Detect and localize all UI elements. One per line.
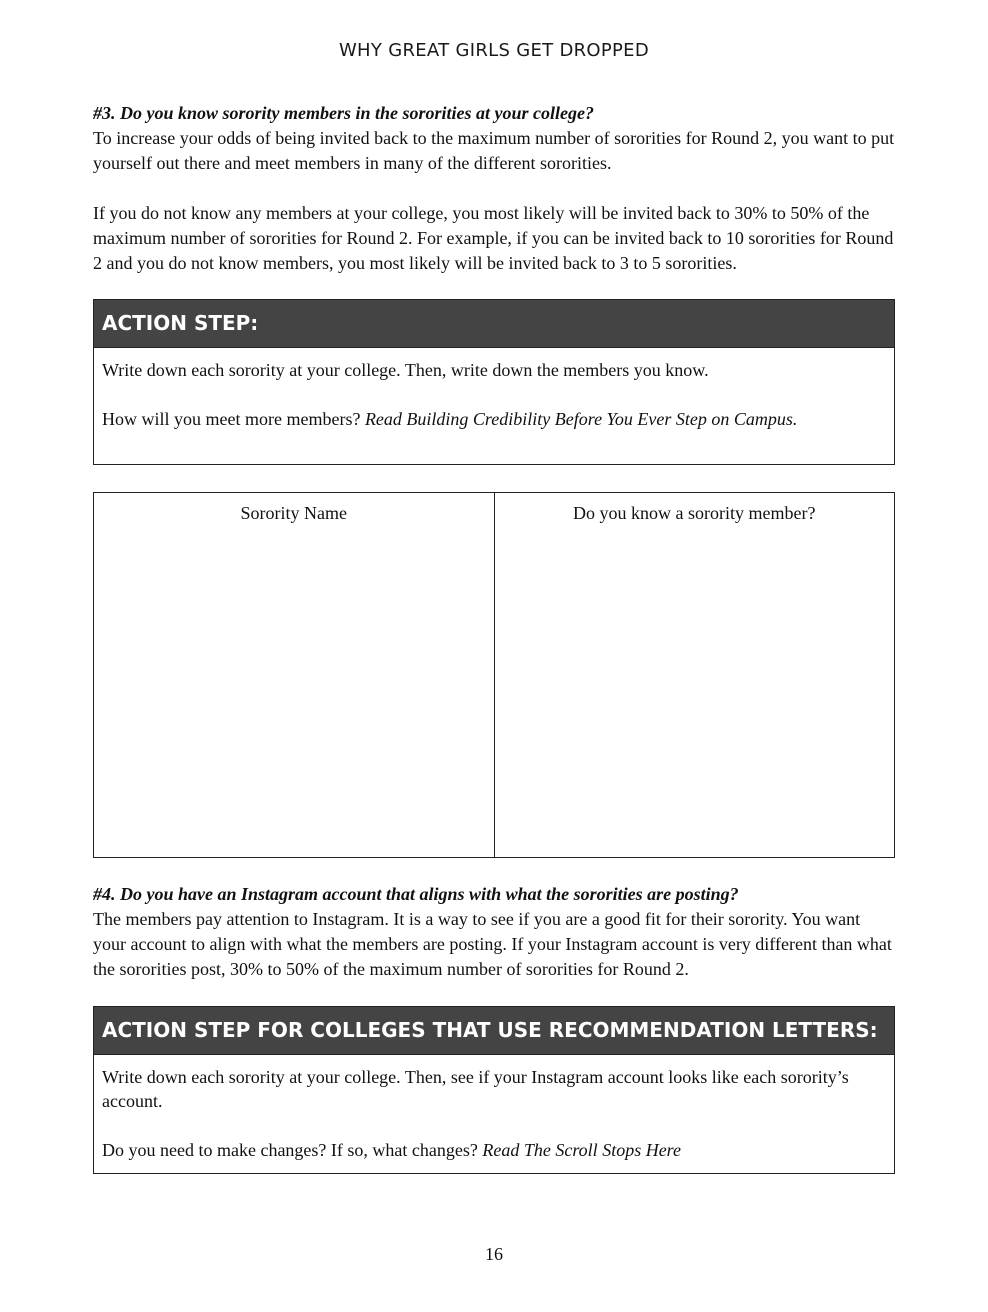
recommendation-action-step-question	[102, 1138, 886, 1162]
sorority-name-header: Sorority Name	[240, 503, 347, 523]
action-step-question-text: How will you meet more members?	[102, 409, 365, 429]
section-3	[93, 101, 895, 276]
question-3-heading: #3. Do you know sorority members in the sororities at your college?	[93, 103, 595, 123]
action-step-title: ACTION STEP:	[94, 300, 894, 348]
know-member-header: Do you know a sorority member?	[573, 503, 816, 523]
know-member-column[interactable]	[494, 493, 895, 857]
running-header: WHY GREAT GIRLS GET DROPPED	[338, 40, 650, 61]
recommendation-action-step-reading-reference: Read The Scroll Stops Here	[482, 1140, 682, 1160]
question-3-paragraph-2: If you do not know any members at your college, you most likely will be invited back to 30% to 50% of the maximum number of sororities for Round 2. For example, if you can be invited back to 10 sororities for Round 2 and you do not know members, you most likely will be invited back to 3 to 5 sororities.	[93, 203, 894, 273]
question-4-paragraph-1: The members pay attention to Instagram. It is a way to see if you are a good fit for their sorority. You want your account to align with what the members are posting. If your Instagram account is very different than what the sororities post, 30% to 50% of the maximum number of sororities for Round 2.	[93, 909, 892, 979]
question-3-paragraph-1: To increase your odds of being invited back to the maximum number of sororities for Round 2, you want to put yourself out there and meet members in many of the different sororities.	[93, 128, 895, 173]
question-4-heading: #4. Do you have an Instagram account that aligns with what the sororities are posting?	[93, 884, 739, 904]
page-number: 16	[485, 1244, 503, 1264]
sorority-worksheet-table	[93, 492, 895, 858]
action-step-question	[102, 407, 886, 431]
sorority-name-column[interactable]	[94, 493, 494, 857]
recommendation-action-step-instruction: Write down each sorority at your college. Then, see if your Instagram account looks like each sorority’s account.	[102, 1067, 849, 1111]
recommendation-action-step-question-text: Do you need to make changes? If so, what changes?	[102, 1140, 483, 1160]
action-step-instruction: Write down each sorority at your college. Then, write down the members you know.	[102, 360, 709, 380]
action-step-box	[93, 299, 895, 465]
section-4	[93, 882, 895, 982]
recommendation-action-step-title: ACTION STEP FOR COLLEGES THAT USE RECOMMENDATION LETTERS:	[94, 1007, 894, 1055]
recommendation-action-step-box	[93, 1006, 895, 1174]
action-step-reading-reference: Read Building Credibility Before You Ever Step on Campus.	[364, 409, 798, 429]
